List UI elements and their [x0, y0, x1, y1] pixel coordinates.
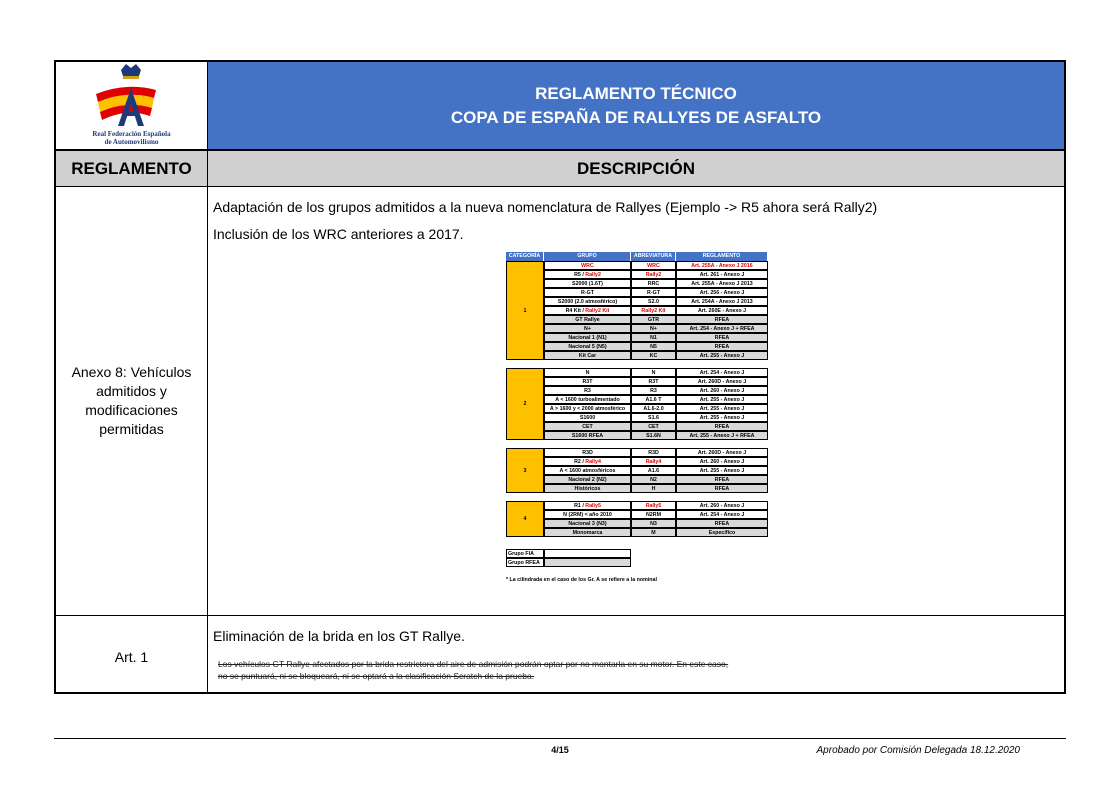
document-table: [54, 60, 1066, 694]
column-header-reglamento: REGLAMENTO: [56, 151, 207, 186]
group-cell: Históricos: [544, 484, 631, 493]
abbreviation-cell: H: [631, 484, 676, 493]
abbreviation-cell: S2.0: [631, 297, 676, 306]
group-cell: Nacional 5 (N5): [544, 342, 631, 351]
regulation-cell: Art. 255 - Anexo J: [676, 404, 768, 413]
group-cell: S1600 RFEA: [544, 431, 631, 440]
regulation-cell: RFEA: [676, 519, 768, 528]
table-header-cell: GRUPO: [544, 252, 631, 261]
group-cell: A > 1600 y < 2000 atmosférico: [544, 404, 631, 413]
logo-text-line1: Real Federación Española: [92, 130, 171, 138]
group-cell: S2000 (1.6T): [544, 279, 631, 288]
abbreviation-cell: Rally2: [631, 270, 676, 279]
group-cell: N: [544, 368, 631, 377]
regulation-cell: Art. 260 - Anexo J: [676, 386, 768, 395]
regulation-cell: RFEA: [676, 422, 768, 431]
document-title: [208, 62, 1064, 149]
abbreviation-cell: Rally4: [631, 457, 676, 466]
page-number: 4/15: [551, 745, 569, 755]
abbreviation-cell: N3: [631, 519, 676, 528]
group-cell: N+: [544, 324, 631, 333]
regulation-cell: Art. 260 - Anexo J: [676, 501, 768, 510]
abbreviation-cell: R-GT: [631, 288, 676, 297]
category-cell: 1: [506, 261, 544, 360]
regulation-cell: Art. 254 - Anexo J + RFEA: [676, 324, 768, 333]
group-cell: R3T: [544, 377, 631, 386]
divider: [56, 186, 1064, 187]
group-cell: R-GT: [544, 288, 631, 297]
regulation-cell: Art. 255 - Anexo J: [676, 466, 768, 475]
abbreviation-cell: R3D: [631, 448, 676, 457]
group-cell: R3: [544, 386, 631, 395]
regulation-cell: Art. 260 - Anexo J: [676, 457, 768, 466]
group-cell: S2000 (2.0 atmosférico): [544, 297, 631, 306]
regulation-cell: Art. 255 - Anexo J: [676, 351, 768, 360]
abbreviation-cell: S1.6: [631, 413, 676, 422]
group-cell: R4 Kit / Rally2 Kit: [544, 306, 631, 315]
legend-swatch: [544, 558, 631, 567]
abbreviation-cell: R3T: [631, 377, 676, 386]
logo-text-line2: de Automovilismo: [104, 138, 159, 146]
rfea-emblem-icon: [56, 62, 207, 132]
group-cell: R2 / Rally4: [544, 457, 631, 466]
divider: [56, 615, 1064, 616]
regulation-cell: Art. 254 - Anexo J: [676, 368, 768, 377]
groups-table: [506, 252, 768, 612]
category-cell: 2: [506, 368, 544, 440]
abbreviation-cell: N2: [631, 475, 676, 484]
regulation-cell: Art. 255 - Anexo J: [676, 395, 768, 404]
category-cell: 3: [506, 448, 544, 493]
regulation-cell: Art. 260D - Anexo J: [676, 377, 768, 386]
abbreviation-cell: RRC: [631, 279, 676, 288]
description-line: Adaptación de los grupos admitidos a la nueva nomenclatura de Rallyes (Ejemplo -> R5 ahora será Rally2): [213, 199, 878, 215]
abbreviation-cell: N+: [631, 324, 676, 333]
group-cell: R3D: [544, 448, 631, 457]
abbreviation-cell: A1.6 T: [631, 395, 676, 404]
abbreviation-cell: N2RM: [631, 510, 676, 519]
abbreviation-cell: N1: [631, 333, 676, 342]
group-cell: N (2RM) < año 2010: [544, 510, 631, 519]
abbreviation-cell: CET: [631, 422, 676, 431]
abbreviation-cell: R3: [631, 386, 676, 395]
federation-logo: [56, 62, 207, 149]
regulation-cell: RFEA: [676, 342, 768, 351]
regulation-cell: Art. 261 - Anexo J: [676, 270, 768, 279]
table-footnote: * La cilindrada en el caso de los Gr. A se refiere a la nominal: [506, 577, 657, 583]
legend-label: Grupo FIA: [506, 549, 544, 558]
abbreviation-cell: S1.6N: [631, 431, 676, 440]
regulation-cell: RFEA: [676, 475, 768, 484]
regulation-cell: RFEA: [676, 484, 768, 493]
struck-text: no se puntuará, ni se bloqueará, ni se optará a la clasificación Scratch de la prueba.: [218, 671, 535, 681]
approval-note: Aprobado por Comisión Delegada 18.12.2020: [816, 745, 1020, 756]
abbreviation-cell: Rally2 Kit: [631, 306, 676, 315]
regulation-cell: RFEA: [676, 315, 768, 324]
label-line: Anexo 8: Vehículos: [71, 364, 192, 380]
group-cell: Kit Car: [544, 351, 631, 360]
group-cell: A < 1600 atmosféricos: [544, 466, 631, 475]
regulation-cell: Art. 254A - Anexo J 2013: [676, 297, 768, 306]
label-line: admitidos y: [96, 383, 167, 399]
group-cell: WRC: [544, 261, 631, 270]
description-line: Inclusión de los WRC anteriores a 2017.: [213, 226, 464, 242]
abbreviation-cell: A1.6-2.0: [631, 404, 676, 413]
group-cell: Nacional 2 (N2): [544, 475, 631, 484]
legend-label: Grupo RFEA: [506, 558, 544, 567]
abbreviation-cell: WRC: [631, 261, 676, 270]
regulation-cell: RFEA: [676, 333, 768, 342]
regulation-cell: Art. 255 - Anexo J + RFEA: [676, 431, 768, 440]
abbreviation-cell: GTR: [631, 315, 676, 324]
legend-swatch: [544, 549, 631, 558]
table-header-cell: ABREVIATURA: [631, 252, 676, 261]
regulation-cell: Art. 254 - Anexo J: [676, 510, 768, 519]
abbreviation-cell: M: [631, 528, 676, 537]
abbreviation-cell: N5: [631, 342, 676, 351]
group-cell: R1 / Rally5: [544, 501, 631, 510]
regulation-cell: Art. 260E - Anexo J: [676, 306, 768, 315]
abbreviation-cell: KC: [631, 351, 676, 360]
regulation-cell: Art. 256 - Anexo J: [676, 288, 768, 297]
group-cell: Nacional 3 (N3): [544, 519, 631, 528]
label-line: modificaciones: [85, 402, 178, 418]
group-cell: Nacional 1 (N1): [544, 333, 631, 342]
regulation-cell: Art. 255 - Anexo J: [676, 413, 768, 422]
regulation-cell: Específico: [676, 528, 768, 537]
group-cell: S1600: [544, 413, 631, 422]
footer-divider: [54, 738, 1066, 739]
regulation-cell: Art. 260D - Anexo J: [676, 448, 768, 457]
title-line1: REGLAMENTO TÉCNICO: [535, 83, 737, 103]
description-line: Eliminación de la brida en los GT Rallye.: [213, 628, 465, 644]
regulation-cell: Art. 255A - Anexo J 2016: [676, 261, 768, 270]
group-cell: Monomarca: [544, 528, 631, 537]
regulation-cell: Art. 255A - Anexo J 2013: [676, 279, 768, 288]
table-header-cell: CATEGORÍA: [506, 252, 544, 261]
group-cell: CET: [544, 422, 631, 431]
group-cell: GT Rallye: [544, 315, 631, 324]
abbreviation-cell: A1.6: [631, 466, 676, 475]
table-header-cell: REGLAMENTO: [676, 252, 768, 261]
title-line2: COPA DE ESPAÑA DE RALLYES DE ASFALTO: [450, 107, 822, 127]
column-header-descripcion: DESCRIPCIÓN: [208, 151, 1064, 186]
category-cell: 4: [506, 501, 544, 537]
row-label-art1: Art. 1: [114, 649, 149, 665]
abbreviation-cell: N: [631, 368, 676, 377]
abbreviation-cell: Rally5: [631, 501, 676, 510]
row-label-anexo8: [56, 363, 207, 439]
group-cell: A < 1600 turboalimentado: [544, 395, 631, 404]
struck-text: Los vehículos GT Rallye afectados por la brida restrictora del aire de admisión podrán optar por no montarla en su motor. En este caso,: [218, 659, 729, 669]
group-cell: R5 / Rally2: [544, 270, 631, 279]
label-line: permitidas: [99, 421, 164, 437]
